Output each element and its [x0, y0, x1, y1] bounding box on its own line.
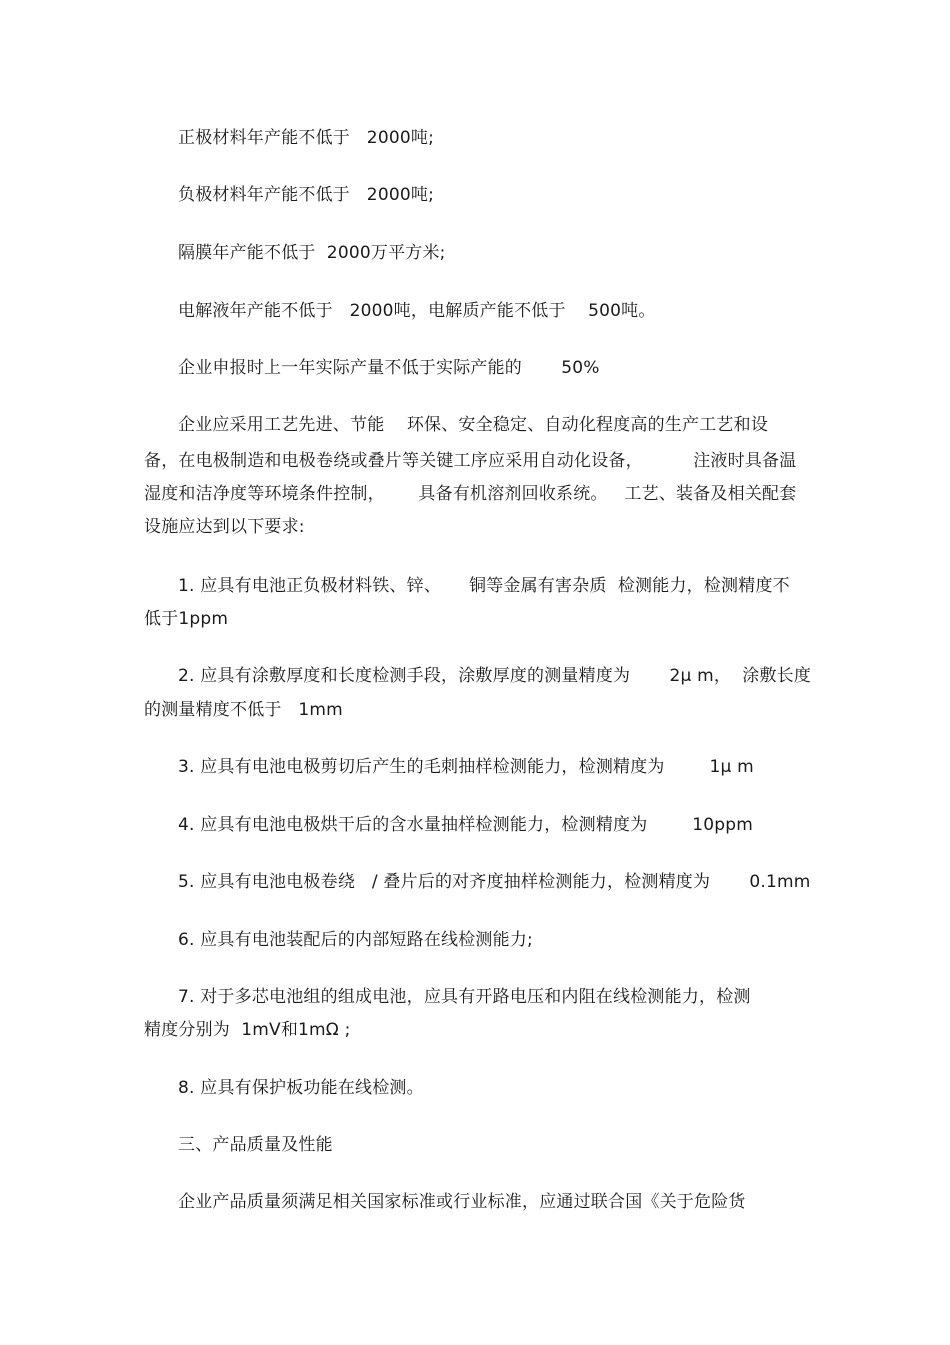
text-line: 正极材料年产能不低于 2000吨; — [178, 128, 435, 148]
text-line: 的测量精度不低于 1mm — [144, 700, 343, 720]
text-line: 企业产品质量须满足相关国家标准或行业标准，应通过联合国《关于危险货 — [178, 1192, 746, 1212]
text-line: 企业申报时上一年实际产量不低于实际产能的 50% — [178, 358, 600, 378]
text-line: 8. 应具有保护板功能在线检测。 — [178, 1078, 424, 1098]
text-line: 低于1ppm — [144, 609, 229, 629]
text-line: 2. 应具有涂敷厚度和长度检测手段，涂敷厚度的测量精度为 2μ m， 涂敷长度 — [178, 666, 812, 686]
text-line: 设施应达到以下要求: — [144, 517, 305, 537]
text-line: 6. 应具有电池装配后的内部短路在线检测能力; — [178, 930, 533, 950]
text-line: 1. 应具有电池正负极材料铁、锌、 铜等金属有害杂质 检测能力，检测精度不 — [178, 576, 790, 596]
text-line: 7. 对于多芯电池组的组成电池，应具有开路电压和内阻在线检测能力，检测 — [178, 987, 751, 1007]
text-line: 湿度和洁净度等环境条件控制， 具备有机溶剂回收系统。 工艺、装备及相关配套 — [144, 484, 797, 504]
text-line: 3. 应具有电池电极剪切后产生的毛刺抽样检测能力，检测精度为 1μ m — [178, 757, 754, 777]
text-line: 4. 应具有电池电极烘干后的含水量抽样检测能力，检测精度为 10ppm — [178, 815, 754, 835]
text-line: 企业应采用工艺先进、节能 环保、安全稳定、自动化程度高的生产工艺和设 — [178, 415, 769, 435]
text-line: 精度分别为 1mV和1mΩ ; — [144, 1020, 351, 1040]
text-line: 负极材料年产能不低于 2000吨; — [178, 185, 435, 205]
text-line: 备，在电极制造和电极卷绕或叠片等关键工序应采用自动化设备， 注液时具备温 — [144, 451, 797, 471]
text-line: 5. 应具有电池电极卷绕 / 叠片后的对齐度抽样检测能力，检测精度为 0.1mm — [178, 872, 811, 892]
section-heading: 三、产品质量及性能 — [178, 1135, 333, 1155]
text-line: 电解液年产能不低于 2000吨，电解质产能不低于 500吨。 — [178, 301, 656, 321]
text-line: 隔膜年产能不低于 2000万平方米; — [178, 243, 446, 263]
